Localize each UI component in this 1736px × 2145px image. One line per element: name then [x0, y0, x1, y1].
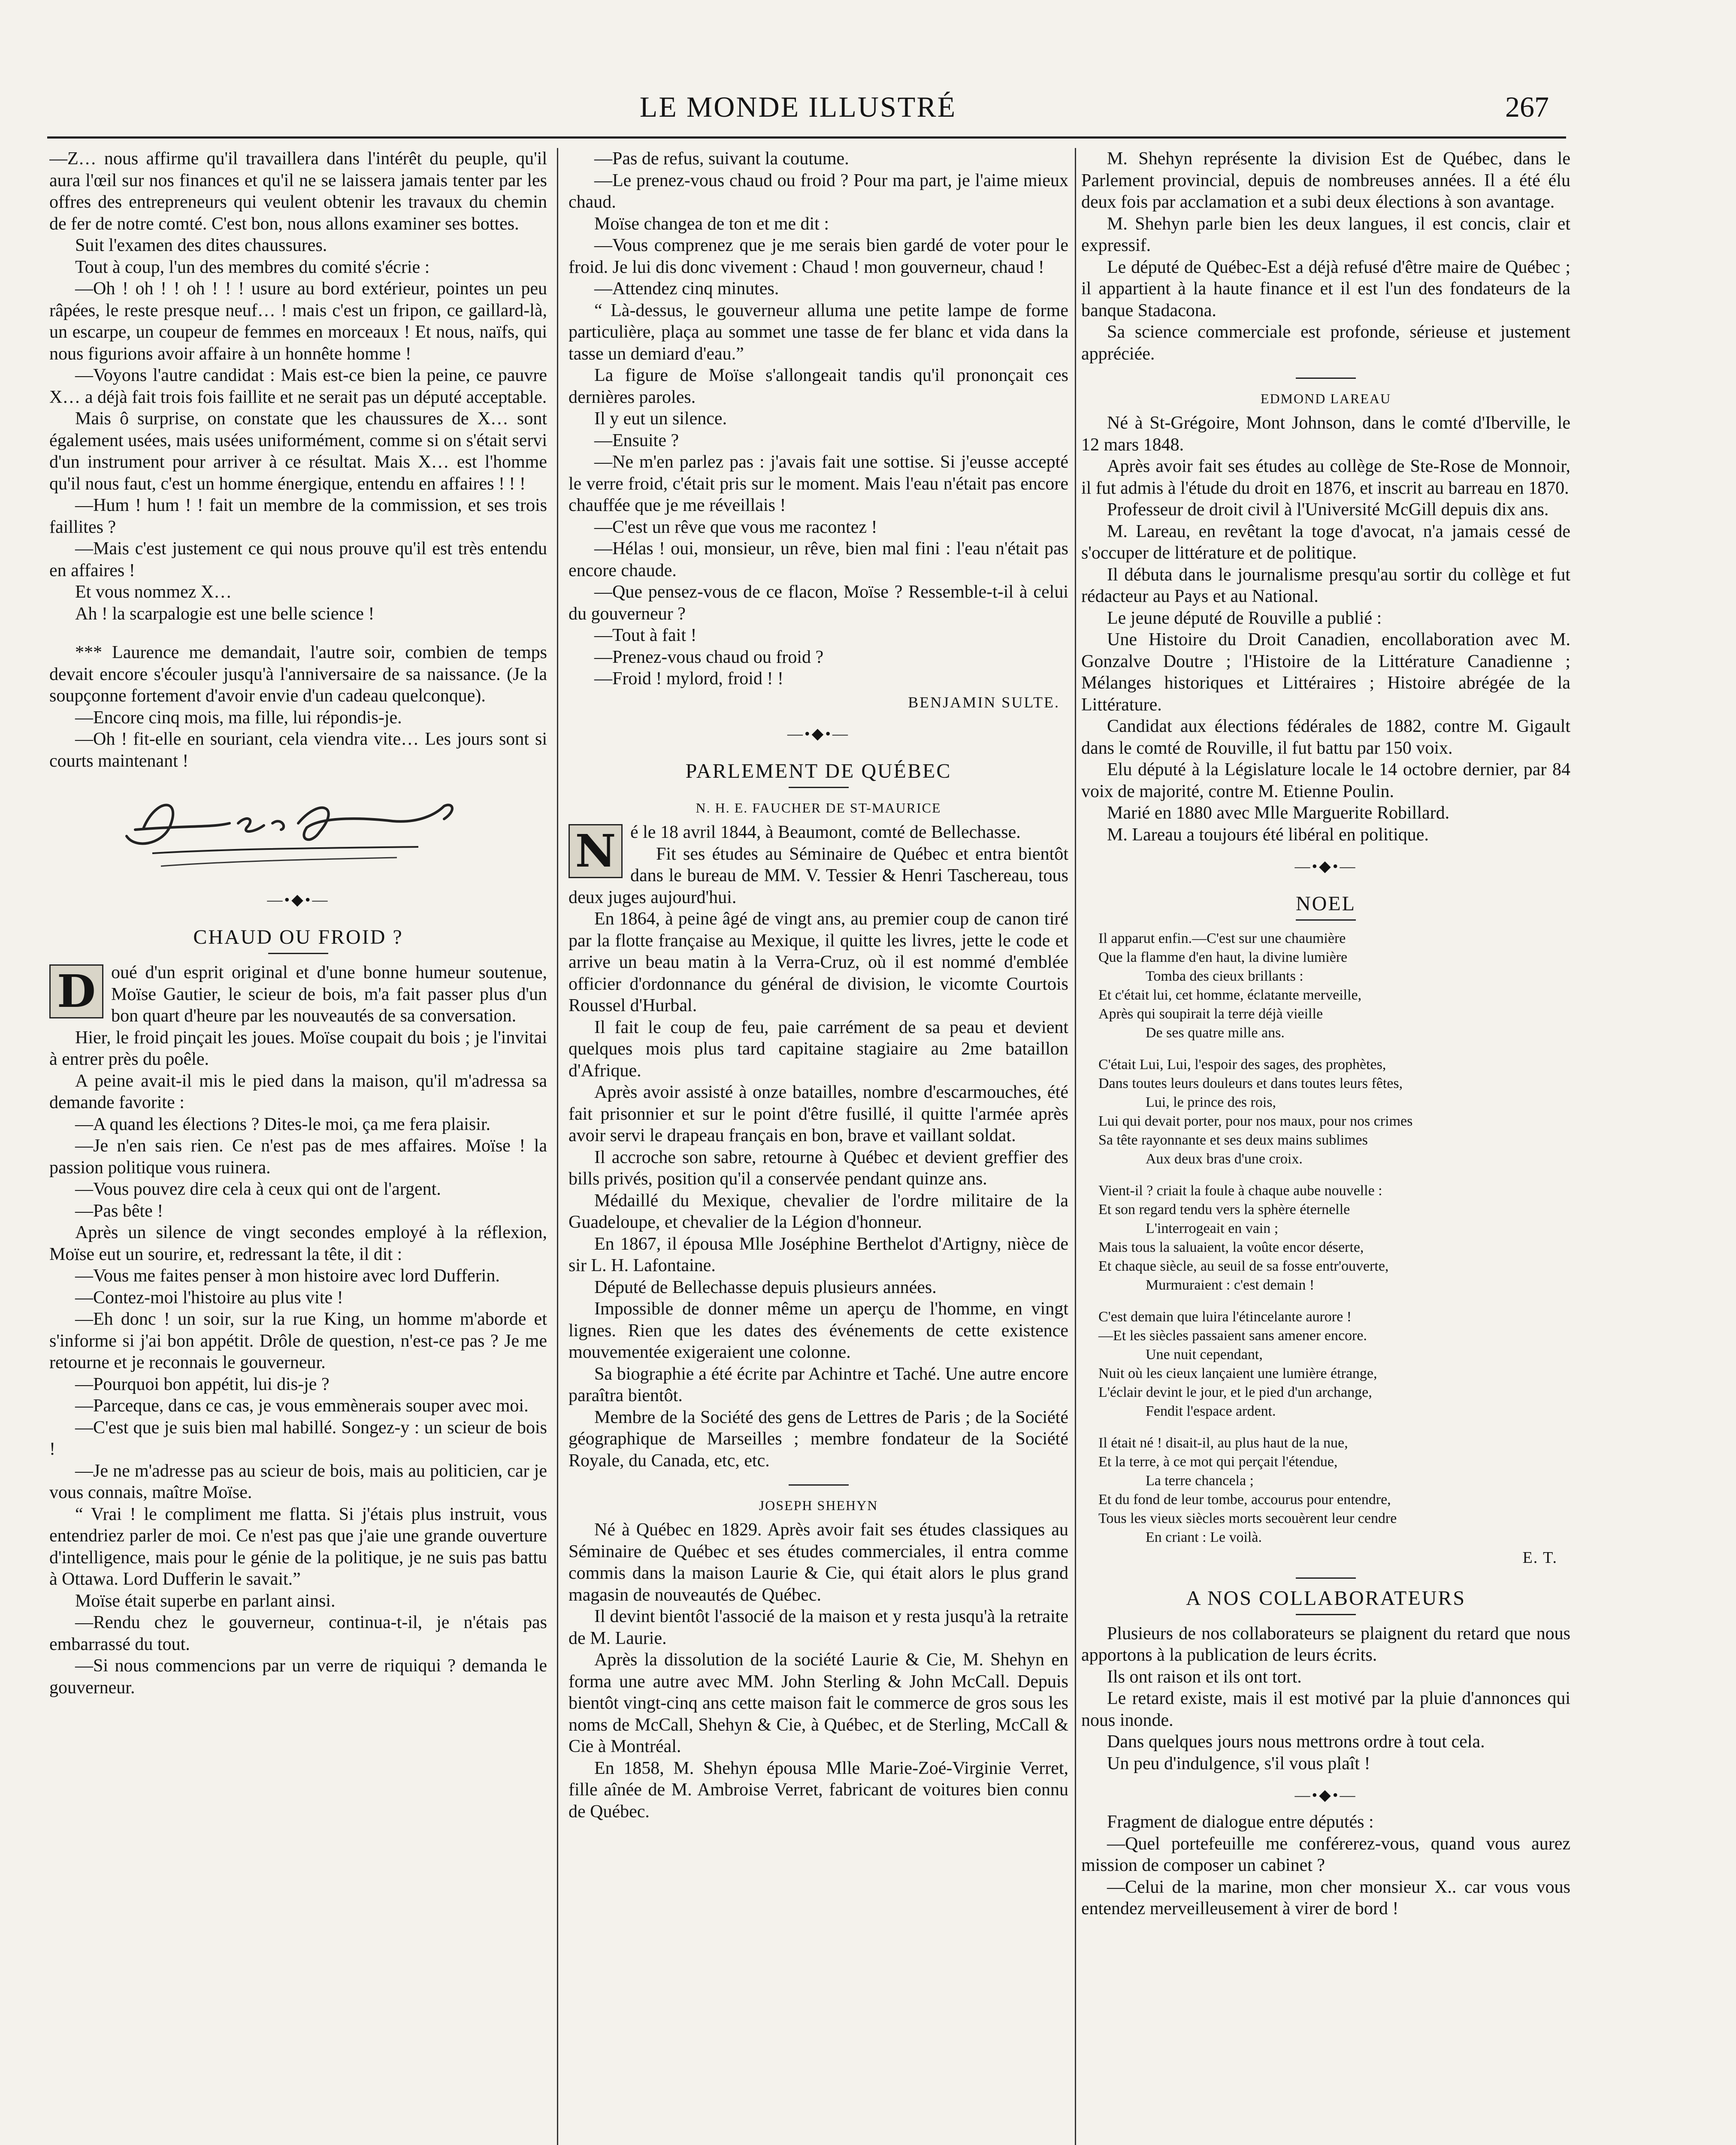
- masthead: [47, 90, 1549, 133]
- poem-line: L'interrogeait en vain ;: [1146, 1221, 1279, 1236]
- paragraph: Ah ! la scarpalogie est une belle science !: [75, 604, 375, 624]
- paragraph: —Voyons l'autre candidat : Mais est-ce bien la peine, ce pauvre X… a déjà fait trois fois faillite et ne serait pas un député acceptable.: [49, 366, 547, 407]
- paragraph: Le jeune député de Rouville a publié :: [1107, 608, 1382, 628]
- paragraph: —Encore cinq mois, ma fille, lui répondis-je.: [75, 707, 402, 728]
- paragraph: —A quand les élections ? Dites-le moi, ça me fera plaisir.: [75, 1114, 491, 1134]
- poem-line: Une nuit cependant,: [1146, 1347, 1263, 1363]
- poem-line: Dans toutes leurs douleurs et dans toutes leurs fêtes,: [1098, 1076, 1403, 1091]
- drop-cap: D: [49, 964, 103, 1018]
- paragraph: —Vous pouvez dire cela à ceux qui ont de l'argent.: [75, 1179, 441, 1199]
- title-rule: [1296, 1614, 1356, 1615]
- title-rule: [789, 787, 849, 788]
- poem-stanza: [1098, 929, 1570, 1042]
- paragraph: Après avoir assisté à onze batailles, nombre d'escarmouches, été fait prisonnier et sur le point d'être fusillé, il quitte l'armée après avoir servi le drapeau français en bon, brave et vaillant soldat.: [569, 1082, 1068, 1145]
- poem-line: En criant : Le voilà.: [1146, 1529, 1262, 1545]
- poem-line: Et chaque siècle, au seuil de sa fosse entr'ouverte,: [1098, 1258, 1389, 1274]
- paragraph: —Pourquoi bon appétit, lui dis-je ?: [75, 1374, 330, 1394]
- paragraph: —Que pensez-vous de ce flacon, Moïse ? Ressemble-t-il à celui du gouverneur ?: [569, 582, 1068, 624]
- paragraph: Dans quelques jours nous mettrons ordre à tout cela.: [1107, 1732, 1485, 1752]
- poem-line: Mais tous la saluaient, la voûte encor déserte,: [1098, 1239, 1364, 1255]
- poem-line: La terre chancela ;: [1146, 1473, 1254, 1489]
- poem-line: Vient-il ? criait la foule à chaque aube nouvelle :: [1098, 1183, 1382, 1199]
- paragraph: “ Là-dessus, le gouverneur alluma une petite lampe de forme particulière, plaça au sommet une tasse de fer blanc et vida dans la tasse un demiard d'eau.”: [569, 300, 1068, 364]
- paragraph: oué d'un esprit original et d'une bonne humeur soutenue, Moïse Gautier, le scieur de bois, m'a fait passer plus d'un bon quart d'heure par les nouveautés de sa conversation.: [111, 963, 547, 1026]
- paragraph: —Oh ! fit-elle en souriant, cela viendra vite… Les jours sont si courts maintenant !: [49, 729, 547, 771]
- paragraph: Un peu d'indulgence, s'il vous plaît !: [1107, 1753, 1370, 1773]
- poem-stanza: [1098, 1308, 1570, 1421]
- paragraph: Fragment de dialogue entre députés :: [1107, 1812, 1374, 1832]
- paragraph: —Froid ! mylord, froid ! !: [594, 669, 783, 689]
- ornament-divider: —•◆•—: [1294, 858, 1357, 875]
- section-title: CHAUD OU FROID ?: [193, 926, 403, 949]
- paragraph: é le 18 avril 1844, à Beaumont, comté de Bellechasse.: [630, 822, 1021, 842]
- paragraph: Après avoir fait ses études au collège de Ste-Rose de Monnoir, il fut admis à l'étude du droit en 1876, et inscrit au barreau en 1870.: [1081, 456, 1570, 498]
- paragraph: —Le prenez-vous chaud ou froid ? Pour ma part, je l'aime mieux chaud.: [569, 170, 1068, 212]
- poem-line: C'est demain que luira l'étincelante aurore !: [1098, 1309, 1352, 1325]
- poem-line: Fendit l'espace ardent.: [1146, 1403, 1276, 1419]
- paragraph: —Tout à fait !: [594, 625, 697, 645]
- section-title: PARLEMENT DE QUÉBEC: [685, 760, 952, 782]
- paragraph: Il y eut un silence.: [594, 409, 727, 429]
- paragraph: —C'est que je suis bien mal habillé. Songez-y : un scieur de bois !: [49, 1417, 547, 1459]
- poem-line: Aux deux bras d'une croix.: [1146, 1151, 1303, 1167]
- poem-line: Et du fond de leur tombe, accourus pour entendre,: [1098, 1492, 1391, 1508]
- poem-line: Nuit où les cieux lançaient une lumière étrange,: [1098, 1366, 1377, 1381]
- poem-line: De ses quatre mille ans.: [1146, 1025, 1285, 1041]
- paragraph: —Quel portefeuille me conférerez-vous, quand vous aurez mission de composer un cabinet ?: [1081, 1834, 1570, 1875]
- paragraph: Impossible de donner même un aperçu de l'homme, en vingt lignes. Rien que les dates des événements de cette existence mouvementée exigeraient une colonne.: [569, 1299, 1068, 1362]
- paragraph: —Parceque, dans ce cas, je vous emmènerais souper avec moi.: [75, 1396, 529, 1416]
- paragraph: —Celui de la marine, mon cher monsieur X.. car vous vous entendez merveilleusement à virer de bord !: [1081, 1877, 1570, 1918]
- paragraph: Ils ont raison et ils ont tort.: [1107, 1667, 1302, 1687]
- title-rule: [268, 953, 328, 954]
- paragraph: En 1864, à peine âgé de vingt ans, au premier coup de canon tiré par la flotte française au Mexique, il quitte les livres, jette le code et arrive un beau matin à la Verra-Cruz, où il est nommé d'emblée officier d'ordonnance du général de division, le vicomte Courtois Roussel d'Hurbal.: [569, 909, 1068, 1015]
- poem-signature: E. T.: [1522, 1549, 1558, 1567]
- poem-line: Tomba des cieux brillants :: [1146, 968, 1304, 984]
- section-rule: [789, 1484, 849, 1486]
- column-2: [569, 148, 1068, 2145]
- paragraph: —Pas de refus, suivant la coutume.: [594, 149, 849, 169]
- paragraph: —Mais c'est justement ce qui nous prouve qu'il est très entendu en affaires !: [49, 539, 547, 580]
- paragraph: —Rendu chez le gouverneur, continua-t-il, je n'étais pas embarrassé du tout.: [49, 1613, 547, 1654]
- paragraph: M. Lareau, en revêtant la toge d'avocat, n'a jamais cessé de s'occuper de littérature et de politique.: [1081, 521, 1570, 563]
- paragraph: Après un silence de vingt secondes employé à la réflexion, Moïse eut un sourire, et, redressant la tête, il dit :: [49, 1223, 547, 1264]
- paragraph: —Contez-moi l'histoire au plus vite !: [75, 1287, 343, 1308]
- page-number: 267: [1505, 91, 1549, 123]
- poem-line: Et son regard tendu vers la sphère éternelle: [1098, 1202, 1350, 1218]
- paragraph: Sa science commerciale est profonde, sérieuse et justement appréciée.: [1081, 322, 1570, 364]
- masthead-rule: [47, 136, 1566, 139]
- paragraph: Moïse changea de ton et me dit :: [594, 214, 829, 234]
- paragraph: —Vous comprenez que je me serais bien gardé de voter pour le froid. Je lui dis donc vivement : Chaud ! mon gouverneur, chaud !: [569, 236, 1068, 277]
- paragraph: Sa biographie a été écrite par Achintre et Taché. Une autre encore paraîtra bientôt.: [569, 1364, 1068, 1405]
- paragraph: —Hélas ! oui, monsieur, un rêve, bien mal fini : l'eau n'était pas encore chaude.: [569, 539, 1068, 580]
- poem-line: Il apparut enfin.—C'est sur une chaumière: [1098, 931, 1346, 946]
- paragraph: —Prenez-vous chaud ou froid ?: [594, 647, 824, 667]
- paragraph: —Oh ! oh ! ! oh ! ! ! usure au bord extérieur, pointes un peu râpées, le reste presque neuf… ! mais c'est un fripon, ce gaillard-là, un escarpe, un coupeur de femmes en morceaux ! Et nous, naïfs, qui nous figurions avoir affaire à un honnête homme !: [49, 279, 547, 364]
- paragraph: Fit ses études au Séminaire de Québec et entra bientôt dans le bureau de MM. V. Tessier & Henri Taschereau, tous deux juges aujourd'hui.: [569, 844, 1068, 907]
- column-3: [1081, 148, 1570, 2145]
- paragraph: —Attendez cinq minutes.: [594, 279, 779, 299]
- paragraph: Candidat aux élections fédérales de 1882, contre M. Gigault dans le comté de Rouville, il fut battu par 150 voix.: [1081, 716, 1570, 758]
- paragraph: Né à St-Grégoire, Mont Johnson, dans le comté d'Iberville, le 12 mars 1848.: [1081, 413, 1570, 455]
- poem-line: —Et les siècles passaient sans amener encore.: [1098, 1328, 1367, 1344]
- ornament-divider: —•◆•—: [1294, 1786, 1357, 1804]
- paragraph: M. Shehyn représente la division Est de Québec, dans le Parlement provincial, depuis de nombreuses années. Il a été élu deux fois par acclamation et a subi deux élections à son avantage.: [1081, 149, 1570, 212]
- paragraph: A peine avait-il mis le pied dans la maison, qu'il m'adressa sa demande favorite :: [49, 1071, 547, 1112]
- paragraph: La figure de Moïse s'allongeait tandis qu'il prononçait ces dernières paroles.: [569, 366, 1068, 407]
- paragraph: Né à Québec en 1829. Après avoir fait ses études classiques au Séminaire de Québec et ses études commerciales, il entra comme commis dans la maison Laurie & Cie, qui était alors le plus grand magasin de nouveautés de Québec.: [569, 1520, 1068, 1605]
- paragraph: —Z… nous affirme qu'il travaillera dans l'intérêt du peuple, qu'il aura l'œil sur nos finances et qu'il ne se laissera jamais tenter par les offres des entrepreneurs qui veulent obtenir les travaux du chemin de fer de notre comté. C'est bon, nous allons examiner ses bottes.: [49, 149, 547, 234]
- paragraph: Il accroche son sabre, retourne à Québec et devient greffier des bills privés, position qu'il a conservée pendant quinze ans.: [569, 1147, 1068, 1189]
- paragraph: Il devint bientôt l'associé de la maison et y resta jusqu'à la retraite de M. Laurie.: [569, 1607, 1068, 1648]
- column-1: [49, 148, 547, 2145]
- paragraph: M. Shehyn parle bien les deux langues, il est concis, clair et expressif.: [1081, 214, 1570, 255]
- poem-line: C'était Lui, Lui, l'espoir des sages, des prophètes,: [1098, 1057, 1386, 1072]
- paragraph: —Pas bête !: [75, 1201, 163, 1221]
- section-title: A NOS COLLABORATEURS: [1186, 1586, 1466, 1610]
- poem-stanza: [1098, 1055, 1570, 1169]
- paragraph: Mais ô surprise, on constate que les chaussures de X… sont également usées, mais usées uniformément, comme si on s'était servi d'un instrument pour arriver à ce résultat. Mais X… est l'homme qu'il nous faut, c'est un homme énergique, entendu en affaires ! ! !: [49, 409, 547, 494]
- poem-line: Et c'était lui, cet homme, éclatante merveille,: [1098, 987, 1362, 1003]
- paragraph: Hier, le froid pinçait les joues. Moïse coupait du bois ; je l'invitai à entrer près du poêle.: [49, 1027, 547, 1069]
- paragraph: “ Vrai ! le compliment me flatta. Si j'étais plus instruit, vous entendriez parler de moi. Ce n'est pas que j'aie une grande ouverture d'intelligence, mais pour le génie de la politique, je ne suis pas battu à Ottawa. Lord Dufferin le savait.”: [49, 1504, 547, 1589]
- poem-stanza: [1098, 1434, 1570, 1547]
- paragraph: Une Histoire du Droit Canadien, encollaboration avec M. Gonzalve Doutre ; l'Histoire de la Littérature Canadienne ; Mélanges historiques et Littéraires ; Histoire abrégée de la Littérature.: [1081, 630, 1570, 715]
- paragraph: —Eh donc ! un soir, sur la rue King, un homme m'aborde et s'informe si j'ai bon appétit. Drôle de question, n'est-ce pas ? Je me retourne et je reconnais le gouverneur.: [49, 1309, 547, 1372]
- paragraph: —Si nous commencions par un verre de riquiqui ? demanda le gouverneur.: [49, 1656, 547, 1698]
- paragraph: M. Lareau a toujours été libéral en politique.: [1107, 825, 1429, 845]
- paragraph: Elu député à la Législature locale le 14 octobre dernier, par 84 voix de majorité, contre M. Etienne Poulin.: [1081, 760, 1570, 801]
- paragraph: —Ne m'en parlez pas : j'avais fait une sottise. Si j'eusse accepté le verre froid, c'était pris sur le moment. Mais l'eau n'était pas encore chauffée que je me réveillais !: [569, 452, 1068, 515]
- paragraph: Député de Bellechasse depuis plusieurs années.: [594, 1277, 937, 1297]
- poem-line: Après qui soupirait la terre déjà vieille: [1098, 1006, 1323, 1022]
- poem-line: Lui qui devait porter, pour nos maux, pour nos crimes: [1098, 1113, 1413, 1129]
- title-rule: [1296, 919, 1356, 921]
- column-divider: [1075, 148, 1076, 2145]
- paragraph: —Hum ! hum ! ! fait un membre de la commission, et ses trois faillites ?: [49, 495, 547, 537]
- poem-line: Sa tête rayonnante et ses deux mains sublimes: [1098, 1132, 1368, 1148]
- ornament-divider: —•◆•—: [787, 725, 850, 742]
- paragraph: —Vous me faites penser à mon histoire avec lord Dufferin.: [75, 1266, 500, 1286]
- paragraph: Membre de la Société des gens de Lettres de Paris ; de la Société géographique de Marseilles ; membre fondateur de la Société Royale, du Canada, etc, etc.: [569, 1407, 1068, 1471]
- subsection-heading: EDMOND LAREAU: [1260, 391, 1391, 406]
- ornament-divider: —•◆•—: [267, 891, 330, 908]
- section-title: NOEL: [1296, 892, 1356, 915]
- poem-line: Que la flamme d'en haut, la divine lumière: [1098, 949, 1348, 965]
- drop-cap: N: [569, 824, 623, 878]
- column-divider: [557, 148, 558, 2145]
- author-signature: [118, 780, 461, 879]
- paragraph: Suit l'examen des dites chaussures.: [75, 236, 327, 255]
- poem-line: Et la terre, à ce mot qui perçait l'étendue,: [1098, 1454, 1338, 1470]
- paragraph: Et vous nommez X…: [75, 582, 232, 602]
- paragraph: Médaillé du Mexique, chevalier de l'ordre militaire de la Guadeloupe, et chevalier de la Légion d'honneur.: [569, 1190, 1068, 1232]
- paragraph: Marié en 1880 avec Mlle Marguerite Robillard.: [1107, 803, 1450, 823]
- poem-line: Murmuraient : c'est demain !: [1146, 1277, 1315, 1293]
- subsection-heading: N. H. E. FAUCHER DE ST-MAURICE: [696, 800, 941, 816]
- paragraph: Moïse était superbe en parlant ainsi.: [75, 1591, 336, 1611]
- paragraph: Le député de Québec-Est a déjà refusé d'être maire de Québec ; il appartient à la haute finance et il est l'un des fondateurs de la banque Stadacona.: [1081, 257, 1570, 320]
- section-rule: [1296, 1577, 1356, 1579]
- paragraph: En 1858, M. Shehyn épousa Mlle Marie-Zoé-Virginie Verret, fille aînée de M. Ambroise Verret, fabricant de voitures bien connu de Québec.: [569, 1758, 1068, 1822]
- paragraph: Il débuta dans le journalisme presqu'au sortir du collège et fut rédacteur au Pays et au National.: [1081, 565, 1570, 606]
- poem-line: Lui, le prince des rois,: [1146, 1094, 1276, 1110]
- paragraph: Tout à coup, l'un des membres du comité s'écrie :: [75, 257, 430, 277]
- subsection-heading: JOSEPH SHEHYN: [759, 1498, 878, 1513]
- paragraph: En 1867, il épousa Mlle Joséphine Berthelot d'Artigny, nièce de sir L. H. Lafontaine.: [569, 1234, 1068, 1275]
- poem-line: L'éclair devint le jour, et le pied d'un archange,: [1098, 1384, 1372, 1400]
- poem-line: Tous les vieux siècles morts secouèrent leur cendre: [1098, 1511, 1397, 1526]
- paragraph: —Je ne m'adresse pas au scieur de bois, mais au politicien, car je vous connais, maître Moïse.: [49, 1461, 547, 1502]
- paragraph: Professeur de droit civil à l'Université McGill depuis dix ans.: [1107, 500, 1549, 520]
- paragraph: —Je n'en sais rien. Ce n'est pas de mes affaires. Moïse ! la passion politique vous ruinera.: [49, 1136, 547, 1178]
- newspaper-title: LE MONDE ILLUSTRÉ: [639, 91, 957, 123]
- author-byline: BENJAMIN SULTE.: [908, 693, 1060, 711]
- paragraph: Le retard existe, mais il est motivé par la pluie d'annonces qui nous inonde.: [1081, 1689, 1570, 1730]
- poem-stanza: [1098, 1181, 1570, 1295]
- paragraph: Plusieurs de nos collaborateurs se plaignent du retard que nous apportons à la publication de leurs écrits.: [1081, 1623, 1570, 1665]
- paragraph: —Ensuite ?: [594, 430, 679, 450]
- paragraph: *** Laurence me demandait, l'autre soir, combien de temps devait encore s'écouler jusqu'à l'anniversaire de sa naissance. (Je la soupçonne fortement d'avoir envie d'un cadeau quelconque).: [49, 643, 547, 706]
- poem-line: Il était né ! disait-il, au plus haut de la nue,: [1098, 1435, 1348, 1451]
- poem: [1098, 929, 1570, 1547]
- section-rule: [1296, 378, 1356, 379]
- paragraph: —C'est un rêve que vous me racontez !: [594, 517, 877, 537]
- paragraph: Il fait le coup de feu, paie carrément de sa peau et devient quelques mois plus tard capitaine stagiaire au 2me bataillon d'Afrique.: [569, 1017, 1068, 1081]
- paragraph: Après la dissolution de la société Laurie & Cie, M. Shehyn en forma une autre avec MM. John Sterling & John McCall. Depuis bientôt vingt-cinq ans cette maison fait le commerce de gros sous les noms de McCall, Shehyn & Cie, à Québec, et de Sterling, McCall & Cie à Montréal.: [569, 1650, 1068, 1756]
